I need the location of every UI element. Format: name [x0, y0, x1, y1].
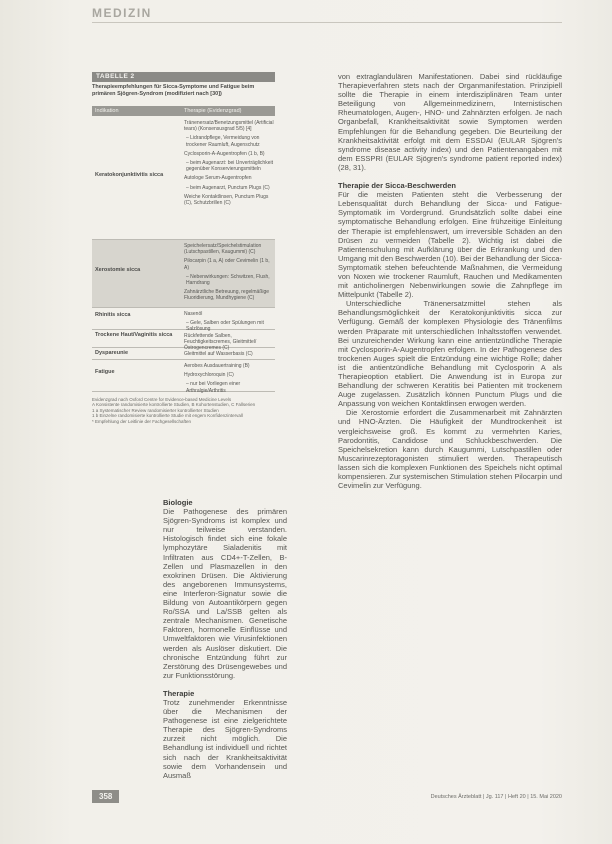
therapy-item: – nur bei Vorliegen einer Arthralgie/Arthritis [186, 381, 241, 394]
therapy-item: Tränenersatz/Benetzungsmittel (Artificial tears) (Konsensusgrad 5/5) [4] [184, 120, 274, 133]
table-row [92, 240, 275, 308]
table-row-label: Dyspareunie [95, 350, 129, 356]
body-paragraph: Unterschiedliche Tränenersatzmittel stehen als Behandlungsmöglichkeit der Keratokonjunktivitis sicca zur Verfügung. Gemäß der komplexen Physiologie des Tränenfilms werden Präparate mit unterschiedlichen Inhaltsstoffen verwendet. Bei unzureichender Wirkung kann eine antientzündliche Therapie mit Cyclosporin-A-Augentropfen erfolgen. In der Pathogenese des trockenen Auges spielt die Entzündung eine wichtige Rolle; daher ist die antientzündliche Behandlung mit Cyclosporin A als Therapieoption etabliert. Die Anwendung ist in Europa zur Behandlung der schweren Keratitis bei Patienten mit trockenem Auge zugelassen. Zusätzlich können Punctum Plugs und die Anpassung von weichen Kontaktlinsen erwogen werden. [338, 299, 562, 409]
table-row-label: Keratokonjunktivitis sicca [95, 171, 164, 178]
table-header-therapy: Therapie (Evidenzgrad) [184, 108, 242, 114]
table-row-therapies [184, 351, 274, 360]
table-row [92, 308, 275, 333]
table-footnotes [92, 397, 275, 424]
table-footnote: 1 a Systematischer Review randomisierter kontrollierter Studien [92, 407, 219, 413]
page-header [0, 0, 612, 30]
table-body [92, 117, 275, 392]
section-heading: Therapie [163, 688, 195, 698]
left-text-column [163, 498, 287, 780]
journal-citation: Deutsches Ärzteblatt | Jg. 117 | Heft 20 | 15. Mai 2020 [430, 794, 562, 800]
table-title: Therapieempfehlungen für Sicca-Symptome und Fatigue beim primären Sjögren-Syndrom (modifiziert nach [30]) [92, 84, 255, 97]
header-rule [92, 22, 562, 23]
page-number: 358 [92, 790, 119, 803]
table-header-indication: Indikation [95, 108, 119, 114]
table-row [92, 330, 275, 352]
table-row-therapies [184, 363, 274, 397]
section-heading: Biologie [163, 498, 193, 507]
right-text-column [338, 72, 562, 490]
therapy-item: Nasenöl [184, 311, 203, 317]
table-row [92, 348, 275, 360]
therapy-item: Aerobes Ausdauertraining (B) [184, 363, 250, 369]
table-header-row [92, 106, 275, 116]
therapy-item: Speichelersatz/Speichelstimulation (Lutschpastillen, Kaugummi) (C) [184, 243, 262, 256]
table-row-label: Xerostomie sicca [95, 267, 141, 273]
table-row-label: Fatigue [95, 369, 115, 375]
therapy-item: Rückfettende Salben, Feuchtigkeitscremes, Gleitmittel/Östrogencremes (C) [184, 333, 257, 352]
section-label: MEDIZIN [92, 6, 152, 20]
therapy-table [92, 72, 275, 424]
therapy-item: – Lidrandpflege, Vermeidung von trockener Raumluft, Augenschutz [186, 135, 260, 148]
table-row-therapies [184, 243, 274, 305]
table-row-label: Rhinitis sicca [95, 312, 131, 318]
table-row-therapies [184, 120, 274, 209]
body-paragraph: Die Pathogenese des primären Sjögren-Syndroms ist komplex und nur teilweise verstanden. Histologisch findet sich eine fokale lymphozytäre Sialadenitis mit Infiltraten aus CD4+-T-Zellen, B-Zellen und Plasmazellen in den exokrinen Drüsen. Die Aktivierung des angeborenen Immunsystems, eine Interferon-Signatur sowie die Bildung von Autoantikörpern gegen Ro/SSA und La/SSB gelten als zentrale Mechanismen. Genetische Faktoren, hormonelle Einflüsse und Umweltfaktoren wie Virusinfektionen werden als Auslöser diskutiert. Die chronische Entzündung führt zur Zerstörung des Drüsengewebes und zur Funktionsstörung. [163, 507, 287, 680]
body-paragraph: Trotz zunehmender Erkenntnisse über die Mechanismen der Pathogenese ist eine zielgerichtete Therapie des Sjögren-Syndroms zurzeit nicht möglich. Die Behandlung ist individuell und richtet sich nach der Krankheitsaktivität sowie dem Vorhandensein und Ausmaß [163, 697, 287, 780]
page-footer [92, 790, 562, 804]
spacer [338, 172, 562, 181]
body-paragraph: Die Xerostomie erfordert die Zusammenarbeit mit Zahnärzten und HNO-Ärzten. Die Häufigkeit der Mundtrockenheit ist vergleichsweise groß. Es kommt zu vermehrten Karies, Parodontitis, Candidose und Schluckbeschwerden. Die Speichelsekretion kann durch Kaugummi, Lutschpastillen oder Muscarinrezeptoragonisten stimuliert werden. Therapeutisch lassen sich die komplexen Funktionen des Speichels nicht optimal kompensieren. Zur systemischen Stimulation stehen Pilocarpin und Cevimelin zur Verfügung. [338, 408, 562, 491]
table-row-label: Trockene Haut/Vaginitis sicca [95, 332, 173, 338]
table-footnote: * Empfehlung der Leitlinie der Fachgesellschaften [92, 418, 192, 424]
section-heading: Therapie der Sicca-Beschwerden [338, 181, 456, 191]
table-tag: TABELLE 2 [92, 72, 275, 82]
therapy-item: – Nebenwirkungen: Schwitzen, Flush, Harndrang [186, 273, 270, 287]
therapy-item: Autologe Serum-Augentropfen [184, 175, 252, 182]
table-footnote: A Konsistente randomisierte kontrollierte Studien, B Kohortenstudien, C Fallserien [92, 402, 256, 408]
body-paragraph: von extraglandulären Manifestationen. Dabei sind rückläufige Therapieverfahren stets nach der Organmanifestation. Prinzipiell sollte die Therapie in einem interdisziplinären Team unter Beteiligung von Allgemeinmedizinern, Internistischen Rheumatologen, Augen-, HNO- und Zahnärzten erfolgen. Je nach Organbefall, Krankheitsaktivität sowie Symptomen werden Empfehlungen für die Behandlung gegeben. Die Beurteilung der Krankheitsaktivität erfolgt mit dem ESSDAI (EULAR Sjögren's syndrome disease activity index) und den Patientenangaben mit dem ESSPRI (EULAR Sjögren's syndrome patient reported index) (28, 31). [338, 72, 562, 172]
therapy-item: Zahnärztliche Betreuung, regelmäßige Fluoridierung, Mundhygiene (C) [184, 289, 270, 302]
table-footnote: 1 b Einzelne randomisierte kontrollierte Studie mit engem Konfidenzintervall [92, 413, 243, 419]
table-row [92, 117, 275, 240]
therapy-item: – beim Augenarzt, Punctum Plugs (C) [186, 184, 270, 191]
table-footnote: Evidenzgrad nach Oxford Centre for Evidence-based Medicine Levels [92, 397, 232, 402]
therapy-item: Hydroxychloroquin (C) [184, 372, 234, 379]
spacer [163, 680, 287, 689]
therapy-item: Pilocarpin (1 a, A) oder Cevimelin (1 b, A) [184, 258, 270, 271]
body-paragraph: Für die meisten Patienten steht die Verbesserung der Lebensqualität durch Behandlung der Sicca- und Fatigue-Symptomatik im Vordergrund. Grundsätzlich sollte dabei eine symptomatische Behandlung erfolgen. Eine frühzeitige Einleitung der Therapie ist empfehlenswert, um irreversible Schäden an den Drüsen zu vermeiden (Tabelle 2). Wichtig ist dabei die Patientenschulung mit Aufklärung über die Erkrankung und den Umgang mit den Beschwerden (10). Bei der Behandlung der Sicca-Symptomatik stehen befeuchtende Maßnahmen, die Vermeidung von Noxen wie trockener Raumluft, Rauchen und Medikamenten mit anticholinergen Nebenwirkungen sowie die Zahnpflege im Mittelpunkt (Tabelle 2). [338, 190, 562, 300]
table-row [92, 360, 275, 392]
therapy-item: – beim Augenarzt: bei Unverträglichkeit gegenüber Konservierungsmitteln [186, 160, 273, 173]
therapy-item: Cyclosporin-A-Augentropfen (1 b, B) [184, 150, 265, 157]
therapy-item: – Gele, Salben oder Spülungen mit Salzlösung [186, 320, 264, 333]
therapy-item: Gleitmittel auf Wasserbasis (C) [184, 351, 253, 357]
therapy-item: Weiche Kontaktlinsen, Punctum Plugs (C), Schutzbrillen (C) [184, 193, 269, 207]
